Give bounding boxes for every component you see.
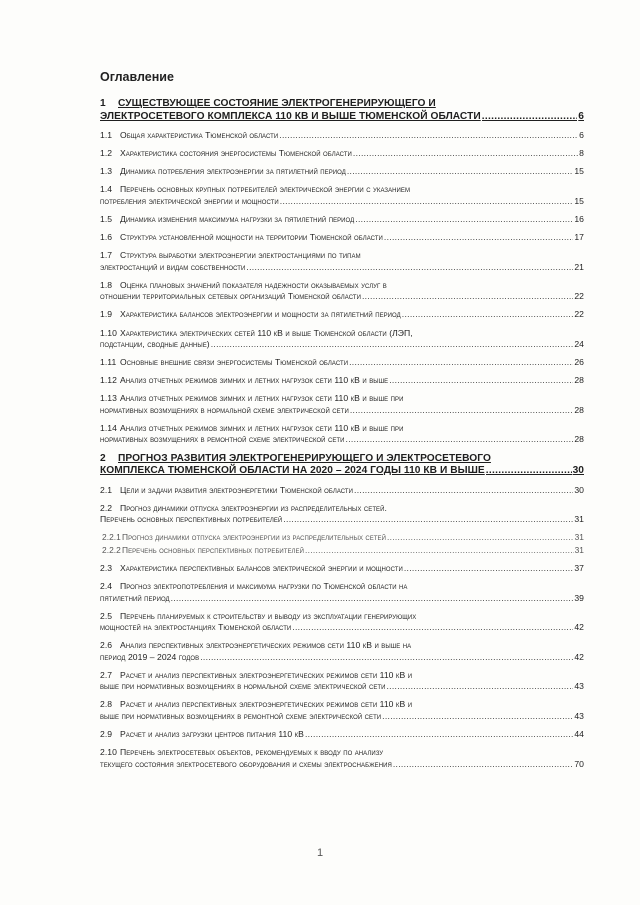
toc-dot-leader <box>382 711 573 723</box>
toc-entry-number: 2 <box>100 452 106 464</box>
toc-entry-number: 1.13 <box>100 393 117 404</box>
toc-entry-page: 28 <box>574 404 584 415</box>
toc-entry-number: 1.5 <box>100 214 113 225</box>
toc-entry-title-line: ПРОГНОЗ РАЗВИТИЯ ЭЛЕКТРОГЕНЕРИРУЮЩЕГО И ЭЛЕКТРОСЕТЕВОГО <box>118 452 491 464</box>
toc-entry-title: Перечень основных перспективных потребителей <box>100 514 283 525</box>
toc-entry-title-line: Расчет и анализ перспективных электроэнергетических режимов сети 110 кВ и <box>120 669 413 680</box>
toc-entry[interactable] <box>100 280 584 303</box>
toc-entry-page: 6 <box>578 110 584 122</box>
toc-entry-number: 2.8 <box>100 699 113 710</box>
toc-entry-page: 39 <box>574 592 584 603</box>
toc-dot-leader <box>347 166 573 178</box>
toc-entry[interactable] <box>100 670 584 693</box>
toc-entry[interactable] <box>100 729 584 741</box>
toc-entry-number: 2.7 <box>100 669 113 680</box>
toc-entry-title: потребления электрической энергии и мощности <box>100 195 279 206</box>
toc-dot-leader <box>279 130 578 142</box>
page-number: 1 <box>316 847 324 859</box>
toc-entry-title: Цели и задачи развития электроэнергетики Тюменской области <box>120 484 354 495</box>
toc-entry-page: 31 <box>574 532 584 543</box>
toc-entry-number: 2.5 <box>100 610 113 621</box>
toc-dot-leader <box>486 465 572 478</box>
toc-entry-title: Характеристика состояния энергосистемы Тюменской области <box>120 148 352 159</box>
toc-entry-page: 15 <box>574 195 584 206</box>
toc-entry-title-line: Оценка плановых значений показателя надежности оказываемых услуг в <box>120 279 387 290</box>
toc-dot-leader <box>350 405 574 417</box>
toc-dot-leader <box>389 375 573 387</box>
toc-entry-number: 2.9 <box>100 729 113 740</box>
toc-entry-number: 2.6 <box>100 640 113 651</box>
toc-entry[interactable] <box>100 503 584 526</box>
toc-entry-title-line: Характеристика электрических сетей 110 кВ и выше Тюменской области (ЛЭП, <box>120 327 413 338</box>
toc-dot-leader <box>346 434 574 446</box>
toc-entry-title-line: Прогноз динамики отпуска электроэнергии из распределительных сетей. <box>120 502 387 513</box>
toc-entry-title-line: Перечень основных крупных потребителей электрической энергии с указанием <box>120 184 411 195</box>
toc-dot-leader <box>355 214 573 226</box>
toc-entry-number: 1.1 <box>100 130 113 141</box>
toc-dot-leader <box>211 339 574 351</box>
toc-dot-leader <box>292 622 573 634</box>
toc-entry-number: 1.14 <box>100 422 117 433</box>
toc-entry-page: 22 <box>574 291 584 302</box>
toc-entry-title-line: Прогноз электропотребления и максимума нагрузки по Тюменской области на <box>120 581 408 592</box>
toc-entry-page: 30 <box>574 484 584 495</box>
toc-entry-number: 1.4 <box>100 184 113 195</box>
toc-dot-leader <box>393 759 573 771</box>
toc-dot-leader <box>171 593 574 605</box>
toc-dot-leader <box>402 309 574 321</box>
toc-entry-title: Динамика потребления электроэнергии за пятилетний период <box>120 166 346 177</box>
toc-entry-number: 1.8 <box>100 279 113 290</box>
toc-dot-leader <box>283 514 573 526</box>
toc-entry-page: 6 <box>579 130 584 141</box>
toc-dot-leader <box>353 148 578 160</box>
toc-entry-number: 1.11 <box>100 357 117 368</box>
toc-entry[interactable] <box>100 393 584 416</box>
toc-entry-page: 31 <box>574 514 584 525</box>
toc-dot-leader <box>246 262 573 274</box>
toc-entry-page: 28 <box>574 434 584 445</box>
toc-dot-leader <box>384 232 573 244</box>
toc-entry[interactable] <box>100 640 584 663</box>
toc-entry[interactable] <box>102 532 584 544</box>
toc-dot-leader <box>305 545 574 557</box>
toc-entry-number: 2.2.1 <box>102 532 121 543</box>
toc-entry-title: нормативных возмущениях в ремонтной схеме электрической сети <box>100 434 345 445</box>
toc-entry[interactable] <box>100 232 584 244</box>
toc-entry-title-line: Анализ перспективных электроэнергетических режимов сети 110 кВ и выше на <box>120 640 412 651</box>
toc-entry-title: выше при нормативных возмущениях в ремонтной схеме электрической сети <box>100 710 382 721</box>
toc-entry-number: 1.10 <box>100 327 117 338</box>
toc-entry-page: 37 <box>574 562 584 573</box>
toc-entry-title: мощностей на электростанциях Тюменской области <box>100 622 292 633</box>
toc-entry-page: 31 <box>574 544 584 555</box>
toc-heading: Оглавление <box>100 70 174 84</box>
toc-entry-page: 8 <box>579 148 584 159</box>
toc-entry[interactable] <box>100 328 584 351</box>
toc-entry-page: 21 <box>574 261 584 272</box>
toc-entry-title: Перечень основных перспективных потребителей <box>122 544 304 555</box>
toc-dot-leader <box>354 485 573 497</box>
toc-entry-title-line: Анализ отчетных режимов зимних и летних нагрузок сети 110 кВ и выше при <box>120 393 404 404</box>
toc-entry-title-line: Структура выработки электроэнергии электростанциями по типам <box>120 250 361 261</box>
toc-entry-number: 2.4 <box>100 581 113 592</box>
toc-entry-page: 43 <box>574 710 584 721</box>
toc-entry[interactable] <box>100 747 584 770</box>
toc-entry-page: 30 <box>572 465 584 477</box>
toc-entry-number: 1.2 <box>100 148 113 159</box>
toc-entry-title: Прогноз динамики отпуска электроэнергии из распределительных сетей <box>122 532 386 543</box>
toc-entry-title: электростанций и видам собственности <box>100 261 246 272</box>
toc-entry[interactable] <box>100 309 584 321</box>
toc-entry-title: нормативных возмущениях в нормальной схеме электрической сети <box>100 404 349 415</box>
toc-entry[interactable] <box>100 563 584 575</box>
toc-entry[interactable] <box>100 453 584 478</box>
toc-entry-title: подстанции, сводные данные) <box>100 339 210 350</box>
toc-entry-title-line: Анализ отчетных режимов зимних и летних нагрузок сети 110 кВ и выше при <box>120 422 404 433</box>
toc-dot-leader <box>404 563 573 575</box>
toc-entry-page: 70 <box>574 758 584 769</box>
toc-entry[interactable] <box>100 611 584 634</box>
toc-entry[interactable] <box>100 166 584 178</box>
toc-entry-title: Анализ отчетных режимов зимних и летних нагрузок сети 110 кВ и выше <box>120 375 389 386</box>
toc-entry-title: Структура установленной мощности на территории Тюменской области <box>120 232 383 243</box>
toc-entry-title: ЭЛЕКТРОСЕТЕВОГО КОМПЛЕКСА 110 КВ И ВЫШЕ ТЮМЕНСКОЙ ОБЛАСТИ <box>100 110 481 122</box>
toc-dot-leader <box>362 291 573 303</box>
toc-entry-number: 1.3 <box>100 166 113 177</box>
toc-entry-number: 2.3 <box>100 562 113 573</box>
toc-entry-page: 16 <box>574 214 584 225</box>
toc-entry-page: 42 <box>574 622 584 633</box>
toc-entry-title: выше при нормативных возмущениях в нормальной схеме электрической сети <box>100 681 386 692</box>
toc-entry-number: 1.6 <box>100 232 113 243</box>
toc-entry[interactable] <box>102 545 584 557</box>
toc-entry[interactable] <box>100 250 584 273</box>
toc-entry-page: 44 <box>574 729 584 740</box>
toc-entry-page: 17 <box>574 232 584 243</box>
toc-entry-number: 1 <box>100 98 106 109</box>
toc-entry-number: 2.2.2 <box>102 544 121 555</box>
toc-entry-number: 2.10 <box>100 747 117 758</box>
toc-entry-number: 1.12 <box>100 375 117 386</box>
toc-entry-number: 1.7 <box>100 250 113 261</box>
toc-entry-title-line: Перечень планируемых к строительству и выводу из эксплуатации генерирующих <box>120 610 417 621</box>
toc-entry-title-line: Расчет и анализ перспективных электроэнергетических режимов сети 110 кВ и <box>120 699 413 710</box>
toc-entry[interactable] <box>100 184 584 207</box>
toc-entry-title: Расчет и анализ загрузки центров питания 110 кВ <box>120 729 304 740</box>
toc-entry-page: 26 <box>574 357 584 368</box>
toc-entry-number: 2.2 <box>100 502 113 513</box>
toc-entry-title: пятилетний период <box>100 592 170 603</box>
toc-dot-leader <box>349 357 573 369</box>
toc-entry[interactable] <box>100 98 584 123</box>
toc-entry[interactable] <box>100 581 584 604</box>
toc-entry[interactable] <box>100 485 584 497</box>
toc-entry-number: 2.1 <box>100 484 113 495</box>
toc-entry-title: Динамика изменения максимума нагрузки за пятилетний период <box>120 214 355 225</box>
toc-entry-page: 28 <box>574 375 584 386</box>
toc-entry-title: отношении территориальных сетевых организаций Тюменской области <box>100 291 361 302</box>
toc-dot-leader <box>482 111 578 124</box>
toc-entry[interactable] <box>100 375 584 387</box>
toc-dot-leader <box>200 652 573 664</box>
toc-dot-leader <box>387 532 574 544</box>
toc-entry-page: 15 <box>574 166 584 177</box>
toc-entry[interactable] <box>100 423 584 446</box>
toc-entry-title-line: СУЩЕСТВУЮЩЕЕ СОСТОЯНИЕ ЭЛЕКТРОГЕНЕРИРУЮЩЕГО И <box>118 98 436 109</box>
toc-entry[interactable] <box>100 699 584 722</box>
toc-entry-title: Основные внешние связи энергосистемы Тюменской области <box>120 357 349 368</box>
toc-entry-page: 22 <box>574 309 584 320</box>
toc-entry[interactable] <box>100 214 584 226</box>
toc-entry[interactable] <box>100 130 584 142</box>
toc-entry[interactable] <box>100 357 584 369</box>
toc-entry-title: Характеристика перспективных балансов электрической энергии и мощности <box>120 562 403 573</box>
toc-entry-page: 24 <box>574 339 584 350</box>
toc-dot-leader <box>386 681 573 693</box>
toc-entry[interactable] <box>100 148 584 160</box>
toc-dot-leader <box>305 729 573 741</box>
table-of-contents <box>100 98 584 777</box>
toc-entry-title-line: Перечень электросетевых объектов, рекомендуемых к вводу по анализу <box>120 747 384 758</box>
toc-entry-page: 43 <box>574 681 584 692</box>
toc-entry-title: КОМПЛЕКСА ТЮМЕНСКОЙ ОБЛАСТИ НА 2020 – 2024 ГОДЫ 110 КВ И ВЫШЕ <box>100 465 485 477</box>
toc-entry-title: Характеристика балансов электроэнергии и мощности за пятилетний период <box>120 309 401 320</box>
toc-entry-number: 1.9 <box>100 309 113 320</box>
toc-entry-page: 42 <box>574 651 584 662</box>
toc-entry-title: период 2019 – 2024 годов <box>100 651 200 662</box>
toc-entry-title: текущего состояния электросетевого оборудования и схемы электроснабжения <box>100 758 392 769</box>
toc-dot-leader <box>280 196 574 208</box>
toc-entry-title: Общая характеристика Тюменской области <box>120 130 279 141</box>
